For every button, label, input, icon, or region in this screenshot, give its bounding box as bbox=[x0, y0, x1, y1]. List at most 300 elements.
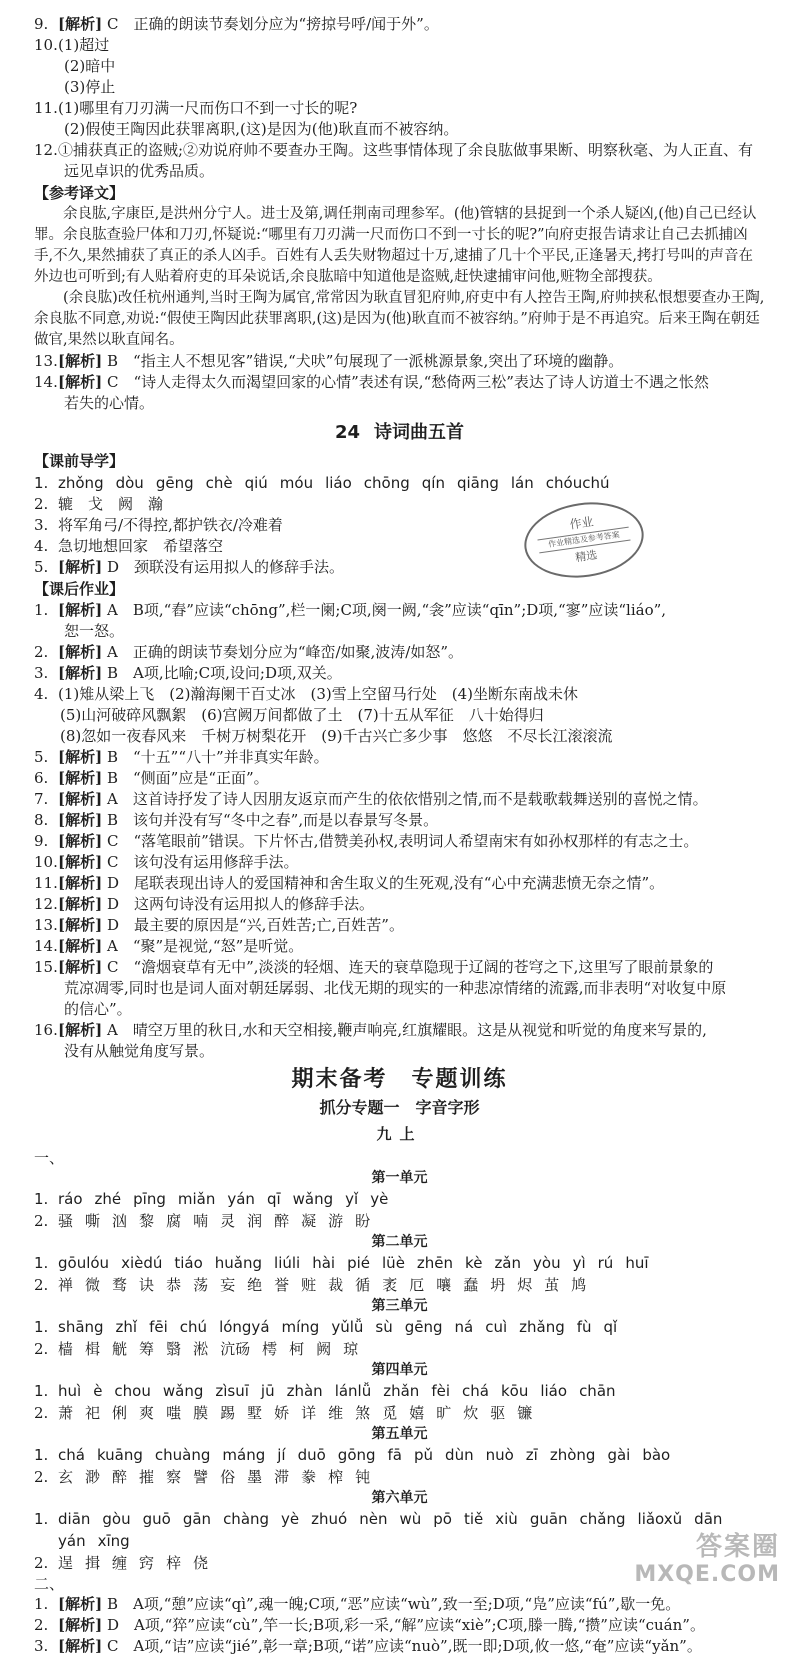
answer-text: A “聚”是视觉,“怒”是听觉。 bbox=[106, 937, 304, 955]
pre-class-heading: 【课前导学】 bbox=[34, 452, 125, 470]
pinyin-word: qī bbox=[266, 1190, 281, 1208]
pinyin-word: qiú bbox=[244, 474, 268, 492]
pinyin-word: lóngyá bbox=[219, 1318, 270, 1336]
answer-text: B A项,比喻;C项,设问;D项,双关。 bbox=[106, 664, 342, 682]
item-number: 15. bbox=[34, 958, 58, 976]
pinyin-word: chá bbox=[462, 1382, 489, 1400]
answer-line bbox=[34, 789, 765, 810]
character: 誉 bbox=[274, 1276, 290, 1294]
answer-line bbox=[34, 515, 765, 536]
answer-line bbox=[34, 494, 765, 515]
character: 觥 bbox=[112, 1340, 128, 1358]
answer-text: 将军角弓/不得控,都护铁衣/冷难着 bbox=[58, 516, 283, 534]
character: 驱 bbox=[490, 1404, 506, 1422]
item-number: 11. bbox=[34, 99, 58, 117]
pinyin-word: jí bbox=[277, 1446, 286, 1464]
lesson-name: 诗词曲五首 bbox=[374, 422, 465, 443]
pinyin-word: yè bbox=[370, 1190, 389, 1208]
pinyin-word: cuì bbox=[485, 1318, 508, 1336]
pinyin-word: nèn bbox=[359, 1510, 388, 1528]
pinyin-word: huì bbox=[58, 1382, 82, 1400]
character: 旷 bbox=[436, 1404, 452, 1422]
analysis-tag: [解析] bbox=[58, 853, 103, 871]
answer-text: B “指主人不想见客”错误,“犬吠”句展现了一派桃源景象,突出了环境的幽静。 bbox=[106, 352, 624, 370]
pinyin-word: zhé bbox=[94, 1190, 122, 1208]
answer-text: D 颈联没有运用拟人的修辞手法。 bbox=[106, 558, 345, 576]
character: 膜 bbox=[193, 1404, 209, 1422]
pinyin-word: duō bbox=[297, 1446, 326, 1464]
pinyin-word: tiáo bbox=[174, 1254, 203, 1272]
item-number: 2. bbox=[34, 495, 49, 513]
pinyin-word: gōng bbox=[337, 1446, 376, 1464]
unit-heading: 第二单元 bbox=[371, 1234, 428, 1250]
character: 润 bbox=[247, 1212, 263, 1230]
pinyin-word: gòu bbox=[102, 1510, 131, 1528]
answer-text: B “侧面”应是“正面”。 bbox=[106, 769, 269, 787]
item-number: 4. bbox=[34, 537, 49, 555]
character: 爽 bbox=[139, 1404, 155, 1422]
pinyin-word: pō bbox=[433, 1510, 452, 1528]
character: 维 bbox=[328, 1404, 344, 1422]
character: 钝 bbox=[355, 1468, 371, 1486]
analysis-tag: [解析] bbox=[58, 1595, 103, 1613]
pinyin-line bbox=[34, 472, 765, 494]
analysis-tag: [解析] bbox=[58, 558, 103, 576]
pinyin-word: nuò bbox=[485, 1446, 514, 1464]
character: 赃 bbox=[301, 1276, 317, 1294]
character: 觅 bbox=[382, 1404, 398, 1422]
unit-pinyin-line bbox=[34, 1508, 765, 1530]
item-number: 9. bbox=[34, 832, 49, 850]
part-two-label: 二、 bbox=[34, 1575, 65, 1593]
pinyin-word: zhǎng bbox=[519, 1318, 565, 1336]
answer-line bbox=[34, 35, 765, 56]
character: 祀 bbox=[85, 1404, 101, 1422]
answer-text: 急切地想回家 希望落空 bbox=[58, 537, 224, 555]
answer-line bbox=[34, 1041, 765, 1062]
pinyin-word: miǎn bbox=[177, 1190, 216, 1208]
character: 绝 bbox=[247, 1276, 263, 1294]
answer-line bbox=[34, 77, 765, 98]
pinyin-word: móu bbox=[279, 474, 314, 492]
section-subtitle bbox=[34, 1096, 765, 1120]
pinyin-word: xièdú bbox=[121, 1254, 163, 1272]
answer-text: A 晴空万里的秋日,水和天空相接,鞭声响亮,红旗耀眼。这是从视觉和听觉的角度来写景的, bbox=[106, 1021, 707, 1039]
item-number: 1. bbox=[34, 601, 49, 619]
character: 娇 bbox=[274, 1404, 290, 1422]
character: 荡 bbox=[193, 1276, 209, 1294]
item-number: 1. bbox=[34, 1254, 49, 1272]
answer-text: C 正确的朗读节奏划分应为“搒掠号呼/闻于外”。 bbox=[106, 15, 439, 33]
character: 嗤 bbox=[166, 1404, 182, 1422]
after-class-heading: 【课后作业】 bbox=[34, 580, 125, 598]
analysis-tag: [解析] bbox=[58, 832, 103, 850]
answer-text: D 尾联表现出诗人的爱国精神和舍生取义的生死观,没有“心中充满悲愤无奈之情”。 bbox=[106, 874, 665, 892]
answer-line bbox=[34, 705, 765, 726]
character: 详 bbox=[301, 1404, 317, 1422]
character: 骛 bbox=[112, 1276, 128, 1294]
pinyin-word: xiù bbox=[495, 1510, 518, 1528]
stamp-text-bottom: 精选 bbox=[574, 548, 599, 565]
pinyin-word: zī bbox=[525, 1446, 538, 1464]
character: 琼 bbox=[343, 1340, 359, 1358]
part-one-label: 一、 bbox=[34, 1149, 65, 1167]
answer-line bbox=[34, 1636, 765, 1657]
character: 逞 bbox=[58, 1554, 74, 1572]
pinyin-word: shāng bbox=[58, 1318, 104, 1336]
pinyin-word: sù bbox=[375, 1318, 393, 1336]
item-number: 1. bbox=[34, 1318, 49, 1336]
item-number: 2. bbox=[34, 1616, 49, 1634]
item-number: 1. bbox=[34, 1190, 49, 1208]
answer-text: C 该句没有运用修辞手法。 bbox=[106, 853, 299, 871]
pinyin-word: liúli bbox=[274, 1254, 301, 1272]
item-number: 3. bbox=[34, 1637, 49, 1655]
answer-text: C A项,“诘”应读“jié”,彰一章;B项,“诺”应读“nuò”,既一即;D项,攸一悠,“奄”应读“yǎn”。 bbox=[106, 1637, 702, 1655]
item-number: 12. bbox=[34, 895, 58, 913]
pinyin-word: chou bbox=[114, 1382, 151, 1400]
item-number: 1. bbox=[34, 1595, 49, 1613]
unit-character-line bbox=[34, 1338, 765, 1360]
character: 摧 bbox=[139, 1468, 155, 1486]
pinyin-word: wù bbox=[399, 1510, 422, 1528]
section-title bbox=[34, 1064, 765, 1096]
pinyin-word: fēi bbox=[149, 1318, 168, 1336]
answer-line bbox=[34, 161, 765, 182]
unit-pinyin-line bbox=[34, 1316, 765, 1338]
character: 墨 bbox=[247, 1468, 263, 1486]
answer-text: (1)雉从梁上飞 (2)瀚海阑干百丈冰 (3)雪上空留马行处 (4)坐断东南战未休 bbox=[58, 685, 578, 703]
answer-text: C “落笔眼前”错误。下片怀古,借赞美孙权,表明词人希望南宋有如孙权那样的有志之士。 bbox=[106, 832, 699, 850]
analysis-tag: [解析] bbox=[58, 1637, 103, 1655]
character: 樗 bbox=[262, 1340, 278, 1358]
unit-heading: 第三单元 bbox=[371, 1298, 428, 1314]
character: 茧 bbox=[544, 1276, 560, 1294]
answer-line bbox=[34, 98, 765, 119]
character: 筹 bbox=[139, 1340, 155, 1358]
analysis-tag: [解析] bbox=[58, 895, 103, 913]
character: 循 bbox=[355, 1276, 371, 1294]
item-number: 2. bbox=[34, 1212, 49, 1230]
item-number: 7. bbox=[34, 790, 49, 808]
pinyin-word: zhòng bbox=[549, 1446, 596, 1464]
answer-line bbox=[34, 978, 765, 999]
pinyin-word: kuāng bbox=[96, 1446, 143, 1464]
character: 梓 bbox=[166, 1554, 182, 1572]
pinyin-word: huǎng bbox=[214, 1254, 263, 1272]
answer-line bbox=[34, 831, 765, 852]
analysis-tag: [解析] bbox=[58, 916, 103, 934]
character: 嘶 bbox=[85, 1212, 101, 1230]
analysis-tag: [解析] bbox=[58, 1616, 103, 1634]
answer-text: 若失的心情。 bbox=[64, 394, 155, 412]
pinyin-word: diān bbox=[58, 1510, 91, 1528]
pinyin-word: wǎng bbox=[292, 1190, 334, 1208]
answer-line bbox=[34, 600, 765, 621]
pinyin-word: jū bbox=[260, 1382, 275, 1400]
pinyin-word: zìsuī bbox=[215, 1382, 249, 1400]
pinyin-word: lüè bbox=[382, 1254, 405, 1272]
pinyin-word: pīng bbox=[133, 1190, 166, 1208]
pinyin-word: gēng bbox=[404, 1318, 443, 1336]
character: 微 bbox=[85, 1276, 101, 1294]
answer-text: B 该句并没有写“冬中之春”,而是以春景写冬景。 bbox=[106, 811, 439, 829]
unit-pinyin-line bbox=[34, 1444, 765, 1466]
unit-heading: 第六单元 bbox=[371, 1490, 428, 1506]
character: 墅 bbox=[247, 1404, 263, 1422]
answer-text: A B项,“舂”应读“chōng”,栏一阑;C项,阕一阙,“衾”应读“qīn”;D项,“寥”应读“liáo”, bbox=[106, 601, 667, 619]
answer-line bbox=[34, 119, 765, 140]
pinyin-word: wǎng bbox=[162, 1382, 204, 1400]
pinyin-word: liáo bbox=[540, 1382, 568, 1400]
item-number: 5. bbox=[34, 558, 49, 576]
analysis-tag: [解析] bbox=[58, 874, 103, 892]
answer-text: (1)哪里有刀刃满一尺而伤口不到一寸长的呢? bbox=[58, 99, 358, 117]
answer-text: 荒凉凋零,同时也是词人面对朝廷孱弱、北伐无期的现实的一种悲凉情绪的流露,而非表明“对收复中原 bbox=[64, 979, 727, 997]
answer-line bbox=[34, 768, 765, 789]
item-number: 13. bbox=[34, 916, 58, 934]
answer-text: ①捕获真正的盗贼;②劝说府帅不要查办王陶。这些事情体现了余良肱做事果断、明察秋毫、为人正直、有 bbox=[58, 141, 754, 159]
character: 俗 bbox=[220, 1468, 236, 1486]
unit-heading: 第一单元 bbox=[371, 1170, 428, 1186]
item-number: 9. bbox=[34, 15, 49, 33]
character: 察 bbox=[166, 1468, 182, 1486]
answer-text: B “十五”“八十”并非真实年龄。 bbox=[106, 748, 329, 766]
pinyin-word: hài bbox=[312, 1254, 336, 1272]
unit-character-line bbox=[34, 1274, 765, 1296]
pinyin-word: zhēn bbox=[416, 1254, 454, 1272]
character: 踢 bbox=[220, 1404, 236, 1422]
subtitle-b: 字音字形 bbox=[415, 1098, 480, 1117]
watermark-logo bbox=[616, 1532, 780, 1592]
item-number: 4. bbox=[34, 685, 49, 703]
answer-line bbox=[34, 810, 765, 831]
answer-line bbox=[34, 915, 765, 936]
stamp-text-middle: 作业精选及参考答案 bbox=[537, 527, 630, 554]
pinyin-word: fā bbox=[387, 1446, 403, 1464]
pinyin-word: gài bbox=[607, 1446, 631, 1464]
unit-pinyin-line bbox=[34, 1380, 765, 1402]
answer-line bbox=[34, 726, 765, 747]
character: 鸠 bbox=[571, 1276, 587, 1294]
pinyin-word: zǎn bbox=[494, 1254, 522, 1272]
lesson-number: 24 bbox=[334, 422, 361, 443]
item-number: 1. bbox=[34, 1510, 49, 1528]
pinyin-word: yì bbox=[572, 1254, 586, 1272]
analysis-tag: [解析] bbox=[58, 958, 103, 976]
answer-text: 恕一怒。 bbox=[64, 622, 125, 640]
pinyin-word: qiāng bbox=[456, 474, 499, 492]
answer-line bbox=[34, 621, 765, 642]
character: 沆砀 bbox=[220, 1340, 251, 1358]
pinyin-word: chè bbox=[205, 474, 233, 492]
pinyin-word: zhǎn bbox=[383, 1382, 420, 1400]
character: 嬉 bbox=[409, 1404, 425, 1422]
answer-text: 远见卓识的优秀品质。 bbox=[64, 162, 215, 180]
analysis-tag: [解析] bbox=[58, 769, 103, 787]
pinyin-word: yǐ bbox=[345, 1190, 359, 1208]
section-title-a: 期末备考 bbox=[291, 1067, 388, 1092]
analysis-tag: [解析] bbox=[58, 937, 103, 955]
analysis-tag: [解析] bbox=[58, 664, 103, 682]
character: 烬 bbox=[517, 1276, 533, 1294]
pinyin-word: ná bbox=[454, 1318, 474, 1336]
answer-line bbox=[34, 957, 765, 978]
analysis-tag: [解析] bbox=[58, 643, 103, 661]
pinyin-word: chóuchú bbox=[545, 474, 610, 492]
character: 裁 bbox=[328, 1276, 344, 1294]
character: 蠢 bbox=[463, 1276, 479, 1294]
unit-pinyin-line bbox=[34, 1188, 765, 1210]
item-number: 13. bbox=[34, 352, 58, 370]
character: 窍 bbox=[139, 1554, 155, 1572]
unit-character-line bbox=[34, 1466, 765, 1488]
analysis-tag: [解析] bbox=[58, 790, 103, 808]
item-number: 14. bbox=[34, 937, 58, 955]
grade-label: 九上 bbox=[376, 1125, 423, 1143]
character: 炊 bbox=[463, 1404, 479, 1422]
pinyin-word: zhǒng bbox=[58, 474, 104, 492]
character: 禅 bbox=[58, 1276, 74, 1294]
character: 柯 bbox=[289, 1340, 305, 1358]
character: 厄 bbox=[409, 1276, 425, 1294]
answer-line bbox=[34, 894, 765, 915]
item-number: 11. bbox=[34, 874, 58, 892]
answer-text: 的信心”。 bbox=[64, 1000, 132, 1018]
pinyin-word: guō bbox=[142, 1510, 171, 1528]
section-title-b: 专题训练 bbox=[411, 1067, 508, 1092]
item-number: 2. bbox=[34, 1340, 49, 1358]
translation-paragraph: (余良肱)改任杭州通判,当时王陶为属官,常常因为耿直冒犯府帅,府吏中有人控告王陶,府帅挟私恨想要查办王陶,余良肱不同意,劝说:“假使王陶因此获罪离职,(这)是因为(他)耿直而不被容纳。”府帅于是不再追究。后来王陶在朝廷做官,果然以耿直闻名。 bbox=[34, 290, 765, 348]
answer-line bbox=[34, 852, 765, 873]
answer-line bbox=[34, 936, 765, 957]
pinyin-word: zhàn bbox=[286, 1382, 323, 1400]
character: 煞 bbox=[355, 1404, 371, 1422]
pinyin-word: qǐ bbox=[603, 1318, 618, 1336]
answer-line bbox=[34, 747, 765, 768]
character: 恭 bbox=[166, 1276, 182, 1294]
answer-line bbox=[34, 1594, 765, 1615]
answer-line bbox=[34, 372, 765, 393]
analysis-tag: [解析] bbox=[58, 352, 103, 370]
answer-text: 辘 戈 阙 瀚 bbox=[58, 495, 164, 513]
character: 譬 bbox=[193, 1468, 209, 1486]
character: 灵 bbox=[220, 1212, 236, 1230]
character: 骚 bbox=[58, 1212, 74, 1230]
translation-paragraph: 余良肱,字康臣,是洪州分宁人。进士及第,调任荆南司理参军。(他)管辖的县捉到一个杀人疑凶,(他)自己已经认罪。余良肱查验尸体和刀刃,怀疑说:“哪里有刀刃满一尺而伤口不到一寸长的呢?”向府吏报告请求让自己去抓捕凶手,不久,果然捕获了真正的杀人凶手。百姓有人丢失财物超过十万,逮捕了几十个平民,正逢暑天,拷打号叫的声音在外边也可听到;有人贴着府吏的耳朵说话,余良肱暗中知道他是盗贼,赶快逮捕审问他,赃物全部搜获。 bbox=[34, 206, 757, 285]
pinyin-word: míng bbox=[281, 1318, 320, 1336]
answer-text: (1)超过 bbox=[58, 36, 110, 54]
pinyin-word: yán bbox=[227, 1190, 255, 1208]
character: 玄 bbox=[58, 1468, 74, 1486]
pinyin-word: chōng bbox=[363, 474, 410, 492]
item-number: 6. bbox=[34, 769, 49, 787]
answer-line bbox=[34, 873, 765, 894]
character: 醉 bbox=[274, 1212, 290, 1230]
pinyin-word: lán bbox=[510, 474, 534, 492]
item-number: 2. bbox=[34, 1404, 49, 1422]
analysis-tag: [解析] bbox=[58, 748, 103, 766]
item-number: 2. bbox=[34, 643, 49, 661]
analysis-tag: [解析] bbox=[58, 15, 103, 33]
character: 黎 bbox=[139, 1212, 155, 1230]
character: 阙 bbox=[316, 1340, 332, 1358]
pinyin-word: yǔlǚ bbox=[331, 1318, 364, 1336]
pinyin-word: qín bbox=[421, 474, 445, 492]
character: 楫 bbox=[85, 1340, 101, 1358]
pinyin-word: liáo bbox=[325, 474, 352, 492]
unit-heading: 第四单元 bbox=[371, 1362, 428, 1378]
pinyin-word: huī bbox=[625, 1254, 649, 1272]
answer-line bbox=[34, 1020, 765, 1041]
reference-heading: 【参考译文】 bbox=[34, 184, 125, 202]
answer-text: 没有从触觉角度写景。 bbox=[64, 1042, 215, 1060]
answer-line bbox=[34, 56, 765, 77]
item-number: 10. bbox=[34, 853, 58, 871]
answer-text: (8)忽如一夜春风来 千树万树梨花开 (9)千古兴亡多少事 悠悠 不尽长江滚滚流 bbox=[60, 727, 613, 745]
analysis-tag: [解析] bbox=[58, 811, 103, 829]
item-number: 16. bbox=[34, 1021, 58, 1039]
analysis-tag: [解析] bbox=[58, 601, 103, 619]
answer-text: (2)暗中 bbox=[64, 57, 116, 75]
analysis-tag: [解析] bbox=[58, 1021, 103, 1039]
answer-text: (3)停止 bbox=[64, 78, 116, 96]
character: 俐 bbox=[112, 1404, 128, 1422]
character: 汹 bbox=[112, 1212, 128, 1230]
stamp-text-top: 作业 bbox=[568, 514, 595, 532]
answer-line bbox=[34, 684, 765, 705]
pinyin-word: chǎng bbox=[579, 1510, 626, 1528]
character: 榨 bbox=[328, 1468, 344, 1486]
answer-line bbox=[34, 140, 765, 161]
character: 游 bbox=[328, 1212, 344, 1230]
answer-text: (2)假使王陶因此获罪离职,(这)是因为(他)耿直而不被容纳。 bbox=[64, 120, 459, 138]
character: 侥 bbox=[193, 1554, 209, 1572]
character: 淞 bbox=[193, 1340, 209, 1358]
answer-line bbox=[34, 14, 765, 35]
answer-text: D 这两句诗没有运用拟人的修辞手法。 bbox=[106, 895, 375, 913]
character: 袤 bbox=[382, 1276, 398, 1294]
character: 渺 bbox=[85, 1468, 101, 1486]
character: 盼 bbox=[355, 1212, 371, 1230]
item-number: 1. bbox=[34, 474, 49, 492]
item-number: 2. bbox=[34, 1468, 49, 1486]
item-number: 1. bbox=[34, 1446, 49, 1464]
pinyin-word: pié bbox=[347, 1254, 371, 1272]
pinyin-word: tiě bbox=[463, 1510, 484, 1528]
character: 妄 bbox=[220, 1276, 236, 1294]
pinyin-word: guān bbox=[529, 1510, 568, 1528]
character: 诀 bbox=[139, 1276, 155, 1294]
subtitle-a: 抓分专题一 bbox=[319, 1098, 400, 1117]
unit-pinyin-line bbox=[34, 1252, 765, 1274]
pinyin-word: ráo bbox=[58, 1190, 83, 1208]
pinyin-word: zhuó bbox=[311, 1510, 348, 1528]
answer-line bbox=[34, 663, 765, 684]
pinyin-word: yán bbox=[58, 1532, 86, 1550]
pinyin-word: chān bbox=[579, 1382, 616, 1400]
character: 滞 bbox=[274, 1468, 290, 1486]
character: 翳 bbox=[166, 1340, 182, 1358]
item-number: 8. bbox=[34, 811, 49, 829]
pinyin-word: dān bbox=[694, 1510, 723, 1528]
pinyin-word: chú bbox=[179, 1318, 208, 1336]
pinyin-word: lánlǚ bbox=[334, 1382, 372, 1400]
answer-line bbox=[34, 557, 765, 578]
character: 喃 bbox=[193, 1212, 209, 1230]
pinyin-word: dòu bbox=[115, 474, 144, 492]
lesson-title bbox=[34, 418, 765, 448]
